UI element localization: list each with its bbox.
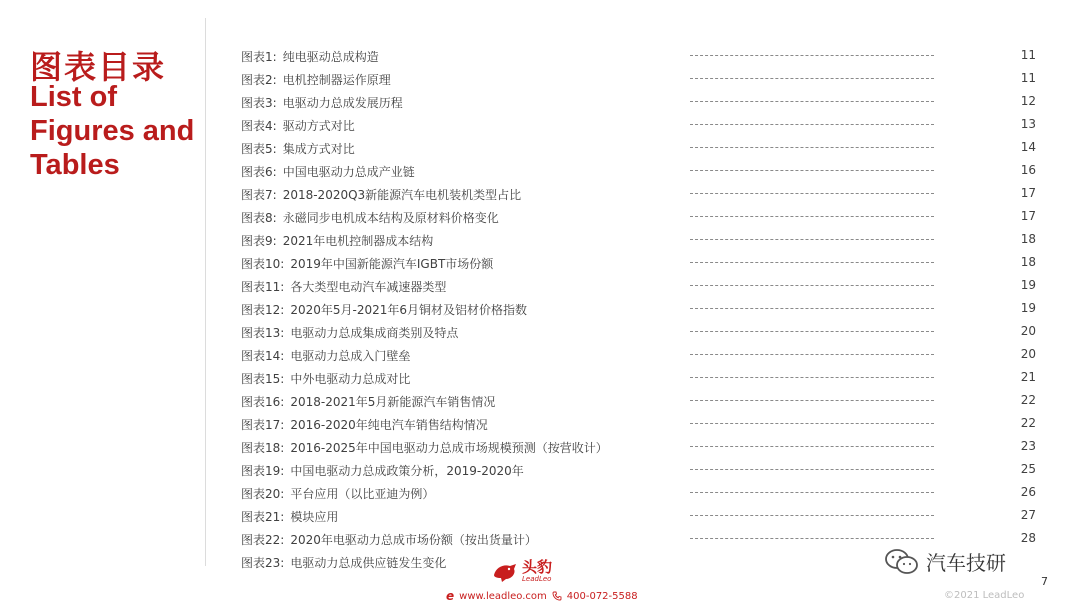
toc-entry-number: 图表11:: [241, 280, 285, 294]
toc-entry-number: 图表7:: [241, 188, 277, 202]
toc-entry-number: 图表1:: [241, 50, 277, 64]
toc-entry-title: 中国电驱动力总成政策分析，2019-2020年: [290, 464, 524, 478]
toc-entry-number: 图表2:: [241, 73, 277, 87]
toc-entry-title: 集成方式对比: [282, 142, 355, 156]
toc-entry-page: 20: [1020, 347, 1036, 361]
toc-entry[interactable]: [0, 412, 1080, 435]
toc-entry[interactable]: [0, 366, 1080, 389]
toc-dotted-leader: [690, 308, 934, 309]
leopard-logo-icon: [492, 561, 518, 583]
toc-dotted-leader: [690, 124, 934, 125]
toc-entry-title: 电驱动力总成发展历程: [282, 96, 403, 110]
toc-entry-label: [241, 485, 434, 502]
toc-entry-page: 19: [1020, 278, 1036, 292]
toc-dotted-leader: [690, 55, 934, 56]
toc-entry[interactable]: [0, 458, 1080, 481]
toc-entry[interactable]: [0, 389, 1080, 412]
toc-entry-title: 2018-2021年5月新能源汽车销售情况: [290, 395, 496, 409]
toc-entry-label: [241, 209, 499, 226]
toc-entry-number: 图表15:: [241, 372, 285, 386]
toc-entry-page: 26: [1020, 485, 1036, 499]
toc-entry-page: 13: [1020, 117, 1036, 131]
toc-entry[interactable]: [0, 182, 1080, 205]
toc-dotted-leader: [690, 400, 934, 401]
logo-chinese-text: 头豹: [522, 558, 553, 576]
toc-dotted-leader: [690, 78, 934, 79]
copyright: ©2021 LeadLeo: [944, 590, 1025, 601]
toc-entry-number: 图表4:: [241, 119, 277, 133]
toc-entry-label: [241, 554, 446, 571]
toc-entry-page: 19: [1020, 301, 1036, 315]
toc-dotted-leader: [690, 101, 934, 102]
wechat-icon: [884, 548, 920, 576]
toc-entry-number: 图表13:: [241, 326, 285, 340]
toc-entry-page: 25: [1020, 462, 1036, 476]
leadleo-logo: [492, 560, 552, 583]
wechat-watermark: [884, 547, 1006, 576]
toc-entry-label: [241, 186, 521, 203]
toc-entry-title: 电驱动力总成入门壁垒: [290, 349, 411, 363]
phone-icon: [552, 591, 562, 601]
toc-entry-title: 永磁同步电机成本结构及原材料价格变化: [282, 211, 499, 225]
toc-entry-number: 图表8:: [241, 211, 277, 225]
toc-entry-page: 14: [1020, 140, 1036, 154]
toc-entry-number: 图表14:: [241, 349, 285, 363]
toc-entry-page: 12: [1020, 94, 1036, 108]
toc-dotted-leader: [690, 423, 934, 424]
page-title-english: List of Figures and Tables: [30, 81, 195, 181]
toc-entry-title: 驱动方式对比: [282, 119, 355, 133]
toc-entry-page: 18: [1020, 255, 1036, 269]
toc-entry-label: [241, 531, 537, 548]
toc-entry[interactable]: [0, 435, 1080, 458]
toc-entry[interactable]: [0, 274, 1080, 297]
toc-entry-label: [241, 508, 338, 525]
toc-entry-title: 电机控制器运作原理: [282, 73, 391, 87]
website-link[interactable]: www.leadleo.com: [459, 590, 547, 602]
toc-dotted-leader: [690, 285, 934, 286]
toc-entry-number: 图表21:: [241, 510, 285, 524]
toc-entry-number: 图表18:: [241, 441, 285, 455]
page-title-chinese: 图表目录: [30, 48, 167, 86]
toc-entry-page: 21: [1020, 370, 1036, 384]
toc-entry-label: [241, 255, 493, 272]
toc-entry-number: 图表5:: [241, 142, 277, 156]
toc-entry-number: 图表10:: [241, 257, 285, 271]
toc-entry-page: 22: [1020, 416, 1036, 430]
toc-entry[interactable]: [0, 159, 1080, 182]
toc-entry-page: 17: [1020, 186, 1036, 200]
toc-entry-label: [241, 347, 410, 364]
toc-entry[interactable]: [0, 113, 1080, 136]
toc-entry[interactable]: [0, 297, 1080, 320]
toc-entry-page: 23: [1020, 439, 1036, 453]
toc-entry[interactable]: [0, 136, 1080, 159]
toc-entry-label: [241, 370, 410, 387]
toc-entry-title: 2016-2025年中国电驱动力总成市场规模预测（按营收计）: [290, 441, 608, 455]
toc-entry-number: 图表9:: [241, 234, 277, 248]
toc-entry-number: 图表20:: [241, 487, 285, 501]
toc-entry-number: 图表12:: [241, 303, 285, 317]
watermark-text: 汽车技研: [926, 551, 1006, 575]
toc-entry-page: 18: [1020, 232, 1036, 246]
toc-entry-title: 2019年中国新能源汽车IGBT市场份额: [290, 257, 494, 271]
toc-entry-title: 电驱动力总成集成商类别及特点: [290, 326, 459, 340]
toc-entry-title: 纯电驱动总成构造: [282, 50, 379, 64]
toc-entry[interactable]: [0, 90, 1080, 113]
toc-entry-page: 20: [1020, 324, 1036, 338]
toc-entry-title: 各大类型电动汽车减速器类型: [290, 280, 447, 294]
toc-entry-label: [241, 232, 433, 249]
toc-entry[interactable]: [0, 481, 1080, 504]
toc-entry-number: 图表6:: [241, 165, 277, 179]
toc-entry-title: 2021年电机控制器成本结构: [282, 234, 434, 248]
toc-entry-page: 17: [1020, 209, 1036, 223]
phone-number: 400-072-5588: [566, 590, 638, 602]
web-e-icon: e: [446, 589, 455, 603]
toc-entry-label: [241, 393, 495, 410]
table-of-contents: [0, 44, 1080, 576]
toc-entry-label: [241, 71, 391, 88]
toc-entry-number: 图表23:: [241, 556, 285, 570]
toc-entry-label: [241, 48, 379, 65]
toc-entry-title: 平台应用（以比亚迪为例）: [290, 487, 435, 501]
toc-entry[interactable]: [0, 44, 1080, 67]
toc-dotted-leader: [690, 193, 934, 194]
toc-dotted-leader: [690, 354, 934, 355]
toc-entry-page: 27: [1020, 508, 1036, 522]
toc-entry-title: 2020年5月-2021年6月铜材及铝材价格指数: [290, 303, 528, 317]
toc-entry-number: 图表22:: [241, 533, 285, 547]
toc-entry-title: 中外电驱动力总成对比: [290, 372, 411, 386]
toc-entry-label: [241, 94, 403, 111]
toc-dotted-leader: [690, 538, 934, 539]
toc-entry-label: [241, 301, 527, 318]
toc-dotted-leader: [690, 262, 934, 263]
toc-entry[interactable]: [0, 343, 1080, 366]
toc-dotted-leader: [690, 216, 934, 217]
toc-entry-title: 电驱动力总成供应链发生变化: [290, 556, 447, 570]
toc-entry-number: 图表3:: [241, 96, 277, 110]
toc-entry-number: 图表17:: [241, 418, 285, 432]
toc-entry[interactable]: [0, 228, 1080, 251]
toc-entry-page: 11: [1020, 48, 1036, 62]
toc-dotted-leader: [690, 446, 934, 447]
toc-entry[interactable]: [0, 320, 1080, 343]
toc-entry-number: 图表16:: [241, 395, 285, 409]
toc-dotted-leader: [690, 170, 934, 171]
toc-dotted-leader: [690, 147, 934, 148]
toc-entry-page: 16: [1020, 163, 1036, 177]
toc-entry-page: 28: [1020, 531, 1036, 545]
toc-entry-number: 图表19:: [241, 464, 285, 478]
toc-entry[interactable]: [0, 251, 1080, 274]
toc-dotted-leader: [690, 377, 934, 378]
toc-entry-label: [241, 416, 488, 433]
toc-entry-label: [241, 462, 524, 479]
toc-entry-title: 中国电驱动力总成产业链: [282, 165, 415, 179]
toc-entry-title: 2016-2020年纯电汽车销售结构情况: [290, 418, 488, 432]
toc-entry-title: 模块应用: [290, 510, 339, 524]
toc-dotted-leader: [690, 515, 934, 516]
toc-entry-label: [241, 140, 355, 157]
logo-english-text: LeadLeo: [522, 575, 552, 583]
toc-entry[interactable]: [0, 504, 1080, 527]
toc-dotted-leader: [690, 331, 934, 332]
toc-dotted-leader: [690, 469, 934, 470]
toc-entry-label: [241, 278, 446, 295]
page-number: 7: [1041, 575, 1048, 588]
footer-contact: [446, 589, 638, 603]
toc-entry-label: [241, 324, 458, 341]
toc-entry-label: [241, 439, 608, 456]
toc-entry-page: 22: [1020, 393, 1036, 407]
toc-entry-title: 2020年电驱动力总成市场份额（按出货量计）: [290, 533, 537, 547]
toc-entry-title: 2018-2020Q3新能源汽车电机装机类型占比: [282, 188, 522, 202]
toc-dotted-leader: [690, 492, 934, 493]
toc-entry[interactable]: [0, 205, 1080, 228]
toc-dotted-leader: [690, 239, 934, 240]
toc-entry[interactable]: [0, 67, 1080, 90]
toc-entry-label: [241, 117, 355, 134]
toc-entry-page: 11: [1020, 71, 1036, 85]
toc-entry-label: [241, 163, 415, 180]
